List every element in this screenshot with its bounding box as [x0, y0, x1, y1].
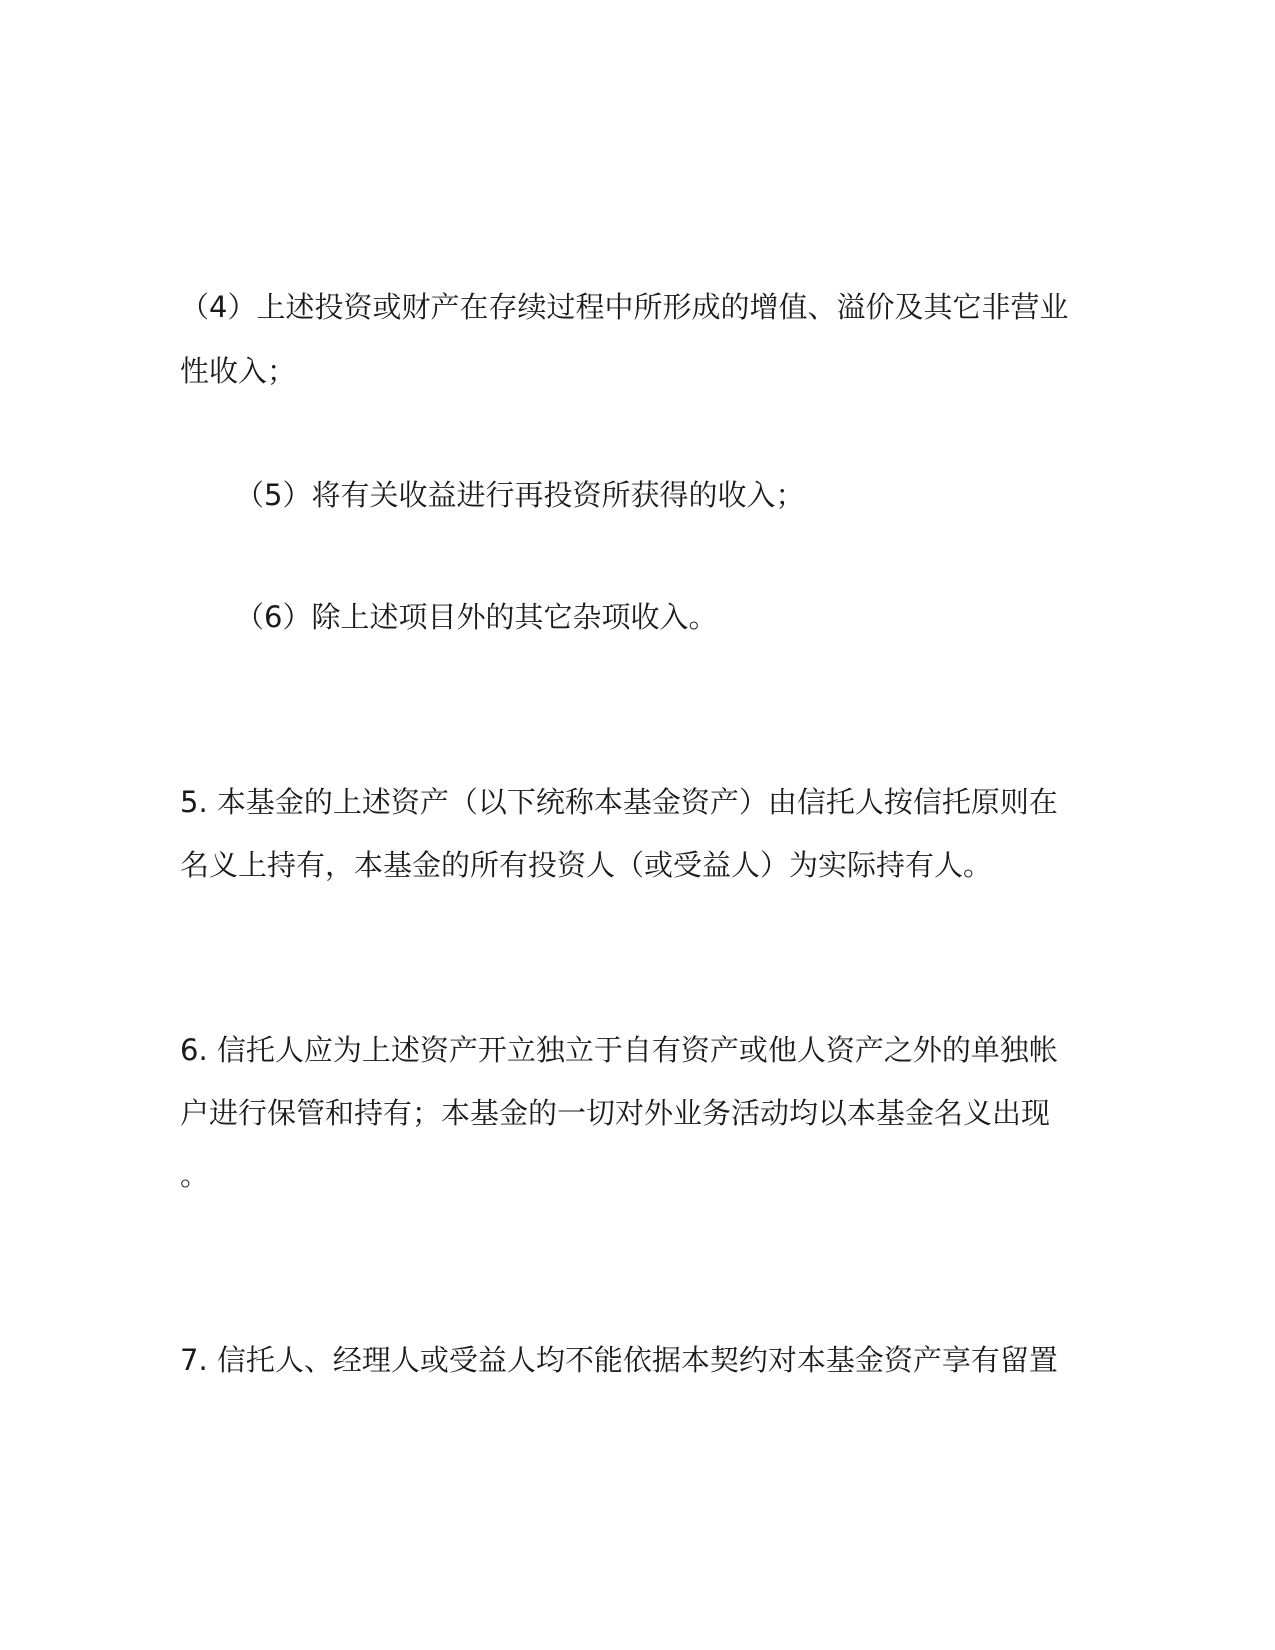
- paragraph-item-4-line-1: （4）上述投资或财产在存续过程中所形成的增值、溢价及其它非营业: [180, 290, 1069, 324]
- paragraph-clause-7-line-1: 7. 信托人、经理人或受益人均不能依据本契约对本基金资产享有留置: [180, 1343, 1058, 1377]
- paragraph-clause-6-line-1: 6. 信托人应为上述资产开立独立于自有资产或他人资产之外的单独帐: [180, 1033, 1058, 1067]
- paragraph-item-5: （5）将有关收益进行再投资所获得的收入；: [235, 478, 805, 512]
- paragraph-item-6: （6）除上述项目外的其它杂项收入。: [235, 600, 718, 634]
- paragraph-clause-6-line-3: 。: [180, 1158, 210, 1192]
- paragraph-clause-5-line-2: 名义上持有，本基金的所有投资人（或受益人）为实际持有人。: [180, 848, 993, 882]
- paragraph-clause-5-line-1: 5. 本基金的上述资产（以下统称本基金资产）由信托人按信托原则在: [180, 785, 1058, 819]
- paragraph-item-4-line-2: 性收入；: [180, 354, 297, 388]
- paragraph-clause-6-line-2: 户进行保管和持有；本基金的一切对外业务活动均以本基金名义出现: [180, 1096, 1051, 1130]
